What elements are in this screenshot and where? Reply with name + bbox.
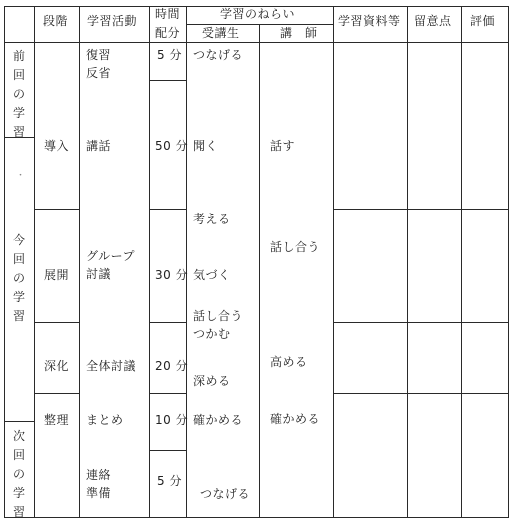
time-5min-a: 5 分 (157, 48, 182, 62)
col-1 (34, 6, 35, 518)
instructor-speak: 話す (270, 139, 296, 153)
header-notes: 留意点 (414, 14, 452, 28)
header-time: 時間 (155, 7, 181, 21)
col-8 (461, 6, 462, 518)
header-instructor: 講 師 (280, 26, 318, 40)
rule-right-3 (333, 393, 509, 394)
stage-deepening: 深化 (44, 359, 70, 373)
student-notice: 気づく (193, 268, 231, 282)
time-5min-b: 5 分 (157, 474, 182, 488)
header-stage: 段階 (43, 14, 69, 28)
instructor-confirm: 確かめる (270, 412, 321, 426)
time-30min: 30 分 (155, 268, 189, 282)
activity-preparation: 準備 (86, 486, 112, 500)
header-evaluation: 評価 (470, 14, 496, 28)
current-lesson-label: 今回の学習 (12, 233, 25, 323)
stage-intro: 導入 (44, 139, 70, 153)
header-allocation: 配分 (155, 26, 181, 40)
student-connect: つなげる (193, 48, 244, 62)
student-confirm: 確かめる (193, 413, 244, 427)
col-3 (149, 6, 150, 518)
activity-reflection: 反省 (86, 66, 112, 80)
stage-development: 展開 (44, 268, 70, 282)
instructor-discuss: 話し合う (270, 240, 321, 254)
rule-intro-end (34, 209, 79, 210)
divider-dot: ・ (16, 171, 26, 181)
student-grasp: つかむ (193, 327, 231, 341)
activity-liaison: 連絡 (86, 468, 112, 482)
col-2 (79, 6, 80, 518)
activity-lecture: 講話 (86, 139, 112, 153)
student-connect-next: つなげる (200, 487, 251, 501)
col-5 (259, 24, 260, 518)
col-7 (407, 6, 408, 518)
rule-time-4 (149, 393, 186, 394)
rule-dev-end (34, 322, 79, 323)
col-6 (333, 6, 334, 518)
time-50min: 50 分 (155, 139, 189, 153)
student-listen: 聞く (193, 139, 219, 153)
header-activity: 学習活動 (87, 14, 138, 28)
rule-deep-end (34, 393, 79, 394)
student-think: 考える (193, 212, 231, 226)
col-4 (186, 6, 187, 518)
header-learning-aims: 学習のねらい (220, 7, 296, 21)
col-left-edge (4, 6, 5, 518)
instructor-raise: 高める (270, 355, 308, 369)
stage-summary: 整理 (44, 413, 70, 427)
time-10min: 10 分 (155, 413, 189, 427)
time-20min: 20 分 (155, 359, 189, 373)
rule-current-end (4, 421, 34, 422)
header-materials: 学習資料等 (338, 14, 401, 28)
rule-time-2 (149, 209, 186, 210)
rule-right-2 (333, 322, 509, 323)
activity-group: グループ (86, 249, 136, 263)
activity-group-discussion: 討議 (86, 267, 112, 281)
rule-time-1 (149, 80, 186, 81)
next-lesson-label: 次回の学習 (12, 429, 25, 519)
student-discuss: 話し合う (193, 309, 244, 323)
activity-wrapup: まとめ (86, 413, 124, 427)
previous-lesson-label: 前回の学習 (12, 49, 25, 139)
rule-time-5 (149, 450, 186, 451)
activity-plenary: 全体討議 (86, 359, 137, 373)
rule-right-1 (333, 209, 509, 210)
rule-time-3 (149, 322, 186, 323)
col-right-edge (508, 6, 509, 518)
activity-review: 復習 (86, 48, 112, 62)
student-deepen: 深める (193, 374, 231, 388)
header-students: 受講生 (202, 26, 240, 40)
